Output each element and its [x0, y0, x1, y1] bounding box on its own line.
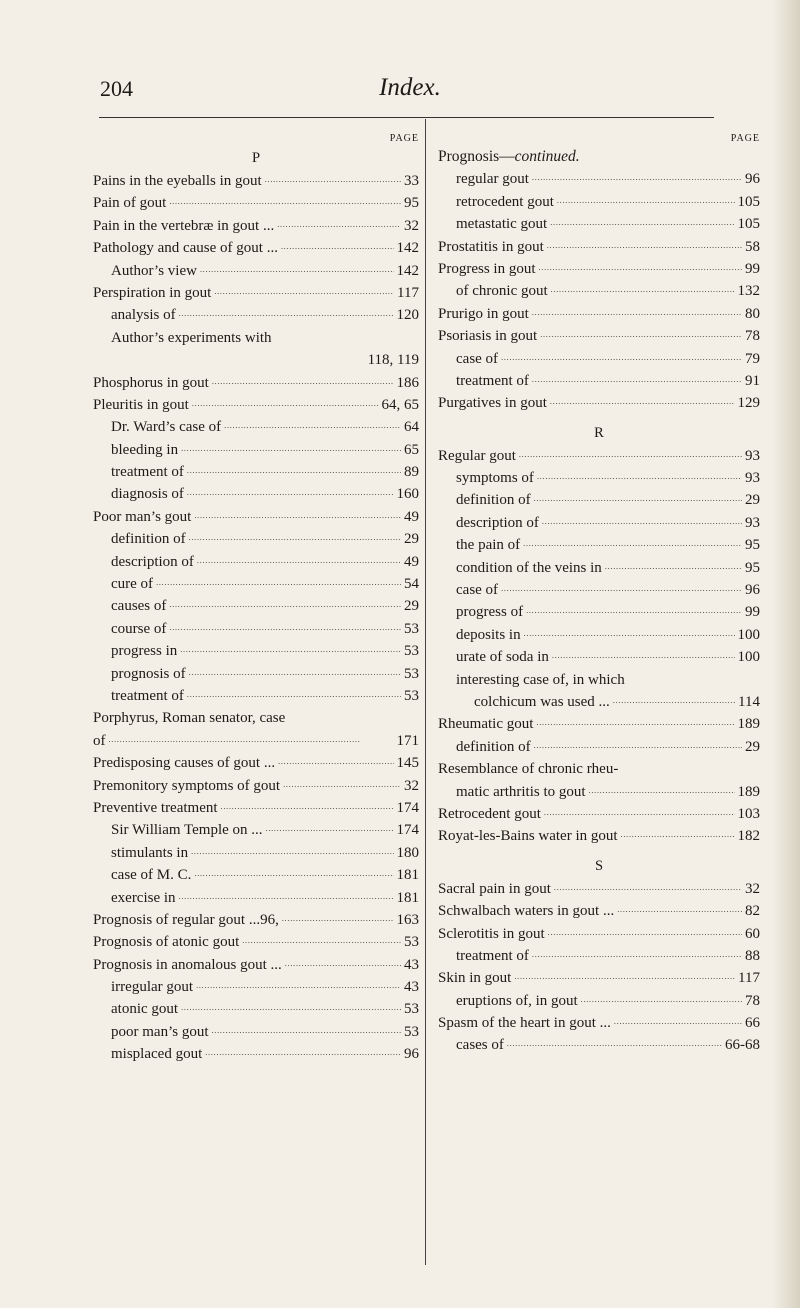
dot-leader — [277, 212, 401, 236]
entry-page-number: 29 — [745, 492, 760, 509]
dot-leader — [192, 391, 379, 415]
entry-text: exercise in — [111, 889, 176, 906]
entry-page-number: 100 — [737, 626, 760, 643]
entry-text: Sir William Temple on ... — [111, 822, 263, 839]
index-entry — [93, 685, 419, 707]
entry-text: definition of — [456, 492, 531, 509]
right-entry-list-s — [438, 878, 760, 1057]
entry-text: the pain of — [456, 537, 521, 554]
entry-text: retrocedent gout — [456, 193, 554, 210]
entry-text: case of M. C. — [111, 867, 192, 884]
entry-page-number: 118, 119 — [367, 352, 419, 369]
entry-page-number: 99 — [745, 260, 760, 277]
entry-page-number: 93 — [745, 514, 760, 531]
page-column-label: PAGE — [730, 133, 760, 144]
entry-text: Purgatives in gout — [438, 395, 547, 412]
entry-text: Schwalbach waters in gout ... — [438, 903, 615, 920]
dot-leader — [617, 897, 742, 921]
entry-text: case of — [456, 350, 499, 367]
entry-text: course of — [111, 620, 167, 637]
left-column — [93, 132, 419, 1066]
dot-leader — [544, 800, 735, 824]
page-number: 204 — [100, 76, 133, 101]
right-column — [438, 132, 760, 1057]
entry-text: Rheumatic gout — [438, 716, 534, 733]
left-entry-list — [93, 170, 419, 1066]
dot-leader — [197, 548, 401, 572]
dot-leader — [507, 1031, 722, 1055]
entry-text: metastatic gout — [456, 216, 548, 233]
dot-leader — [181, 436, 401, 460]
entry-page-number: 80 — [745, 305, 760, 322]
entry-page-number: 163 — [396, 911, 419, 928]
dot-leader — [169, 615, 401, 639]
entry-page-number: 189 — [737, 716, 760, 733]
dot-leader — [605, 554, 742, 578]
entry-text: of — [93, 732, 106, 749]
right-entry-list-r — [438, 445, 760, 848]
entry-text: colchicum was used ... — [474, 693, 610, 710]
dot-leader — [109, 727, 394, 751]
entry-page-number: 181 — [396, 867, 419, 884]
dot-leader — [532, 300, 742, 324]
entry-page-number: 53 — [404, 665, 419, 682]
entry-page-number: 32 — [745, 880, 760, 897]
entry-page-number: 53 — [404, 934, 419, 951]
dot-leader — [526, 598, 742, 622]
entry-page-number: 66 — [745, 1015, 760, 1032]
dot-leader — [187, 458, 401, 482]
index-entry — [93, 327, 419, 349]
entry-page-number: 53 — [404, 687, 419, 704]
entry-text: prognosis of — [111, 665, 186, 682]
entry-page-number: 142 — [396, 240, 419, 257]
entry-text: interesting case of, in which — [456, 671, 625, 688]
entry-page-number: 53 — [404, 1023, 419, 1040]
dot-leader — [205, 1040, 401, 1064]
entry-text: condition of the veins in — [456, 559, 602, 576]
entry-page-number: 53 — [404, 620, 419, 637]
dot-leader — [621, 822, 735, 846]
entry-text: treatment of — [111, 687, 184, 704]
entry-page-number: 66-68 — [725, 1037, 760, 1054]
entry-text: Porphyrus, Roman senator, case — [93, 710, 286, 727]
dot-leader — [221, 794, 394, 818]
dot-leader — [532, 942, 742, 966]
entry-text: Royat-les-Bains water in gout — [438, 828, 618, 845]
running-title: Index. — [379, 74, 441, 101]
dot-leader — [278, 749, 393, 773]
entry-page-number: 100 — [737, 649, 760, 666]
entry-page-number: 64, 65 — [381, 396, 419, 413]
entry-text: Pain of gout — [93, 195, 167, 212]
entry-text: Author’s view — [111, 262, 197, 279]
header-rule — [99, 117, 714, 118]
dot-leader — [537, 464, 742, 488]
entry-text: Progress in gout — [438, 260, 536, 277]
dot-leader — [189, 525, 401, 549]
entry-text: Pains in the eyeballs in gout — [93, 173, 262, 189]
dot-leader — [532, 367, 742, 391]
dot-leader — [552, 643, 735, 667]
entry-page-number: 53 — [404, 643, 419, 660]
entry-text: Prostatitis in gout — [438, 238, 544, 255]
entry-text: Prognosis of regular gout ...96, — [93, 911, 279, 928]
entry-page-number: 171 — [396, 732, 419, 749]
entry-page-number: 174 — [396, 799, 419, 816]
entry-page-number: 182 — [737, 828, 760, 845]
entry-page-number: 181 — [396, 889, 419, 906]
dot-leader — [547, 233, 742, 257]
dot-leader — [181, 995, 401, 1019]
entry-text: matic arthritis to gout — [456, 783, 586, 800]
entry-page-number: 54 — [404, 576, 419, 593]
dot-leader — [194, 503, 401, 527]
entry-page-number: 99 — [745, 604, 760, 621]
entry-text: Resemblance of chronic rheu- — [438, 761, 619, 778]
entry-text: Dr. Ward’s case of — [111, 419, 222, 436]
dot-leader — [581, 987, 742, 1011]
dot-leader — [156, 570, 401, 594]
entry-text: causes of — [111, 598, 167, 615]
entry-text: progress in — [111, 643, 178, 660]
dot-leader — [212, 369, 394, 393]
dot-leader — [536, 710, 734, 734]
continued-heading-text: Prognosis— — [438, 148, 515, 165]
dot-leader — [179, 884, 394, 908]
right-entry-list-p — [438, 168, 760, 414]
entry-text: Pleuritis in gout — [93, 396, 189, 413]
entry-text: bleeding in — [111, 441, 179, 458]
entry-text: urate of soda in — [456, 649, 549, 666]
entry-text: Preventive treatment — [93, 799, 218, 816]
entry-page-number: 96 — [745, 582, 760, 599]
entry-text: treatment of — [111, 464, 184, 481]
entry-page-number: 79 — [745, 350, 760, 367]
entry-text: Perspiration in gout — [93, 284, 212, 301]
index-entry — [438, 1034, 760, 1056]
entry-text: cure of — [111, 576, 154, 593]
continued-label: continued. — [514, 148, 580, 165]
dot-leader — [534, 486, 742, 510]
entry-text: description of — [111, 553, 194, 570]
entry-page-number: 189 — [737, 783, 760, 800]
entry-text: analysis of — [111, 307, 176, 324]
dot-leader — [194, 861, 393, 885]
page-edge-shadow — [772, 0, 800, 1308]
dot-leader — [523, 531, 742, 555]
dot-leader — [169, 592, 401, 616]
entry-text: Retrocedent gout — [438, 805, 541, 822]
dot-leader — [540, 322, 742, 346]
entry-text: treatment of — [456, 947, 529, 964]
entry-page-number: 53 — [404, 1001, 419, 1018]
entry-page-number: 88 — [745, 947, 760, 964]
dot-leader — [189, 660, 401, 684]
entry-text: Skin in gout — [438, 970, 512, 987]
entry-text: stimulants in — [111, 844, 189, 861]
entry-page-number: 91 — [745, 372, 760, 389]
dot-leader — [285, 951, 401, 975]
dot-leader — [212, 1018, 402, 1042]
dot-leader — [548, 920, 742, 944]
entry-page-number: 89 — [404, 464, 419, 481]
entry-page-number: 78 — [745, 328, 760, 345]
entry-text: irregular gout — [111, 979, 194, 996]
entry-text: diagnosis of — [111, 486, 184, 503]
entry-page-number: 49 — [404, 508, 419, 525]
index-entry — [438, 646, 760, 668]
entry-text: definition of — [456, 738, 531, 755]
entry-text: Sacral pain in gout — [438, 880, 551, 897]
dot-leader — [542, 509, 742, 533]
entry-page-number: 96 — [745, 171, 760, 188]
entry-page-number: 142 — [396, 262, 419, 279]
entry-page-number: 186 — [396, 374, 419, 391]
entry-text: Pain in the vertebræ in gout ... — [93, 217, 275, 234]
dot-leader — [532, 165, 742, 189]
entry-text: definition of — [111, 531, 186, 548]
page-header — [100, 66, 720, 106]
entry-text: Poor man’s gout — [93, 508, 192, 525]
dot-leader — [614, 1009, 742, 1033]
dot-leader — [551, 277, 735, 301]
dot-leader — [187, 682, 401, 706]
dot-leader — [214, 279, 394, 303]
dot-leader — [613, 688, 735, 712]
entry-page-number: 95 — [745, 537, 760, 554]
entry-text: poor man’s gout — [111, 1023, 209, 1040]
index-entry — [93, 1043, 419, 1065]
entry-page-number: 64 — [404, 419, 419, 436]
entry-page-number: 93 — [745, 470, 760, 487]
dot-leader — [179, 301, 394, 325]
entry-page-number: 180 — [396, 844, 419, 861]
entry-page-number: 132 — [737, 283, 760, 300]
dot-leader — [282, 906, 394, 930]
entry-page-number: 78 — [745, 992, 760, 1009]
entry-page-number: 43 — [404, 956, 419, 973]
index-entry — [93, 304, 419, 326]
entry-text: Author’s experiments with — [111, 329, 272, 346]
dot-leader — [281, 234, 394, 258]
entry-page-number: 58 — [745, 238, 760, 255]
index-entry — [438, 736, 760, 758]
entry-page-number: 60 — [745, 925, 760, 942]
entry-page-number: 43 — [404, 979, 419, 996]
entry-text: eruptions of, in gout — [456, 992, 578, 1009]
dot-leader — [191, 839, 393, 863]
entry-page-number: 33 — [404, 173, 419, 189]
entry-text: Phosphorus in gout — [93, 374, 209, 391]
entry-text: Prognosis of atonic gout — [93, 934, 240, 951]
entry-text: Sclerotitis in gout — [438, 925, 545, 942]
page-column-label: PAGE — [389, 133, 419, 144]
section-letter-r: R — [594, 424, 604, 441]
entry-text: treatment of — [456, 372, 529, 389]
dot-leader — [169, 189, 401, 213]
dot-leader — [501, 345, 742, 369]
entry-text: Spasm of the heart in gout ... — [438, 1015, 611, 1032]
entry-page-number: 96 — [404, 1046, 419, 1063]
entry-page-number: 29 — [404, 531, 419, 548]
entry-text: deposits in — [456, 626, 521, 643]
dot-leader — [514, 964, 735, 988]
dot-leader — [283, 772, 401, 796]
entry-text: Premonitory symptoms of gout — [93, 777, 281, 794]
entry-text: regular gout — [456, 171, 529, 188]
entry-page-number: 29 — [745, 738, 760, 755]
entry-page-number: 103 — [737, 805, 760, 822]
entry-page-number: 32 — [404, 777, 419, 794]
entry-text: progress of — [456, 604, 524, 621]
entry-page-number: 95 — [404, 195, 419, 212]
section-letter-s: S — [594, 857, 604, 874]
entry-text: case of — [456, 582, 499, 599]
dot-leader — [180, 637, 401, 661]
entry-page-number: 114 — [738, 693, 760, 710]
index-entry — [438, 392, 760, 414]
entry-page-number: 117 — [738, 970, 760, 987]
entry-page-number: 117 — [397, 284, 419, 301]
section-letter-p: P — [251, 150, 261, 166]
dot-leader — [589, 778, 735, 802]
dot-leader — [224, 413, 401, 437]
entry-text: of chronic gout — [456, 283, 548, 300]
dot-leader — [265, 167, 401, 191]
entry-text: Pathology and cause of gout ... — [93, 240, 278, 257]
dot-leader — [534, 733, 742, 757]
entry-text: Psoriasis in gout — [438, 328, 538, 345]
dot-leader — [200, 257, 394, 281]
dot-leader — [501, 576, 742, 600]
dot-leader — [554, 875, 742, 899]
entry-text: misplaced gout — [111, 1046, 203, 1063]
entry-page-number: 95 — [745, 559, 760, 576]
dot-leader — [519, 442, 742, 466]
entry-text: cases of — [456, 1037, 504, 1054]
entry-text: symptoms of — [456, 470, 534, 487]
dot-leader — [539, 255, 743, 279]
dot-leader — [557, 188, 735, 212]
entry-text: atonic gout — [111, 1001, 179, 1018]
entry-text: Regular gout — [438, 447, 516, 464]
dot-leader — [524, 621, 735, 645]
entry-page-number: 160 — [396, 486, 419, 503]
entry-page-number: 129 — [737, 395, 760, 412]
entry-page-number: 145 — [396, 755, 419, 772]
index-entry — [438, 825, 760, 847]
entry-page-number: 29 — [404, 598, 419, 615]
entry-page-number: 93 — [745, 447, 760, 464]
entry-text: Prurigo in gout — [438, 305, 529, 322]
entry-page-number: 65 — [404, 441, 419, 458]
entry-page-number: 49 — [404, 553, 419, 570]
dot-leader — [242, 928, 401, 952]
entry-page-number: 174 — [396, 822, 419, 839]
dot-leader — [266, 816, 394, 840]
column-divider — [425, 119, 426, 1265]
entry-page-number: 120 — [396, 307, 419, 324]
dot-leader — [550, 210, 734, 234]
entry-page-number: 32 — [404, 217, 419, 234]
dot-leader — [187, 480, 394, 504]
entry-text: description of — [456, 514, 539, 531]
dot-leader — [550, 389, 735, 413]
entry-text: Predisposing causes of gout ... — [93, 755, 276, 772]
entry-page-number: 105 — [737, 193, 760, 210]
entry-page-number: 82 — [745, 903, 760, 920]
dot-leader — [196, 973, 401, 997]
entry-page-number: 105 — [737, 216, 760, 233]
entry-text: Prognosis in anomalous gout ... — [93, 956, 282, 973]
